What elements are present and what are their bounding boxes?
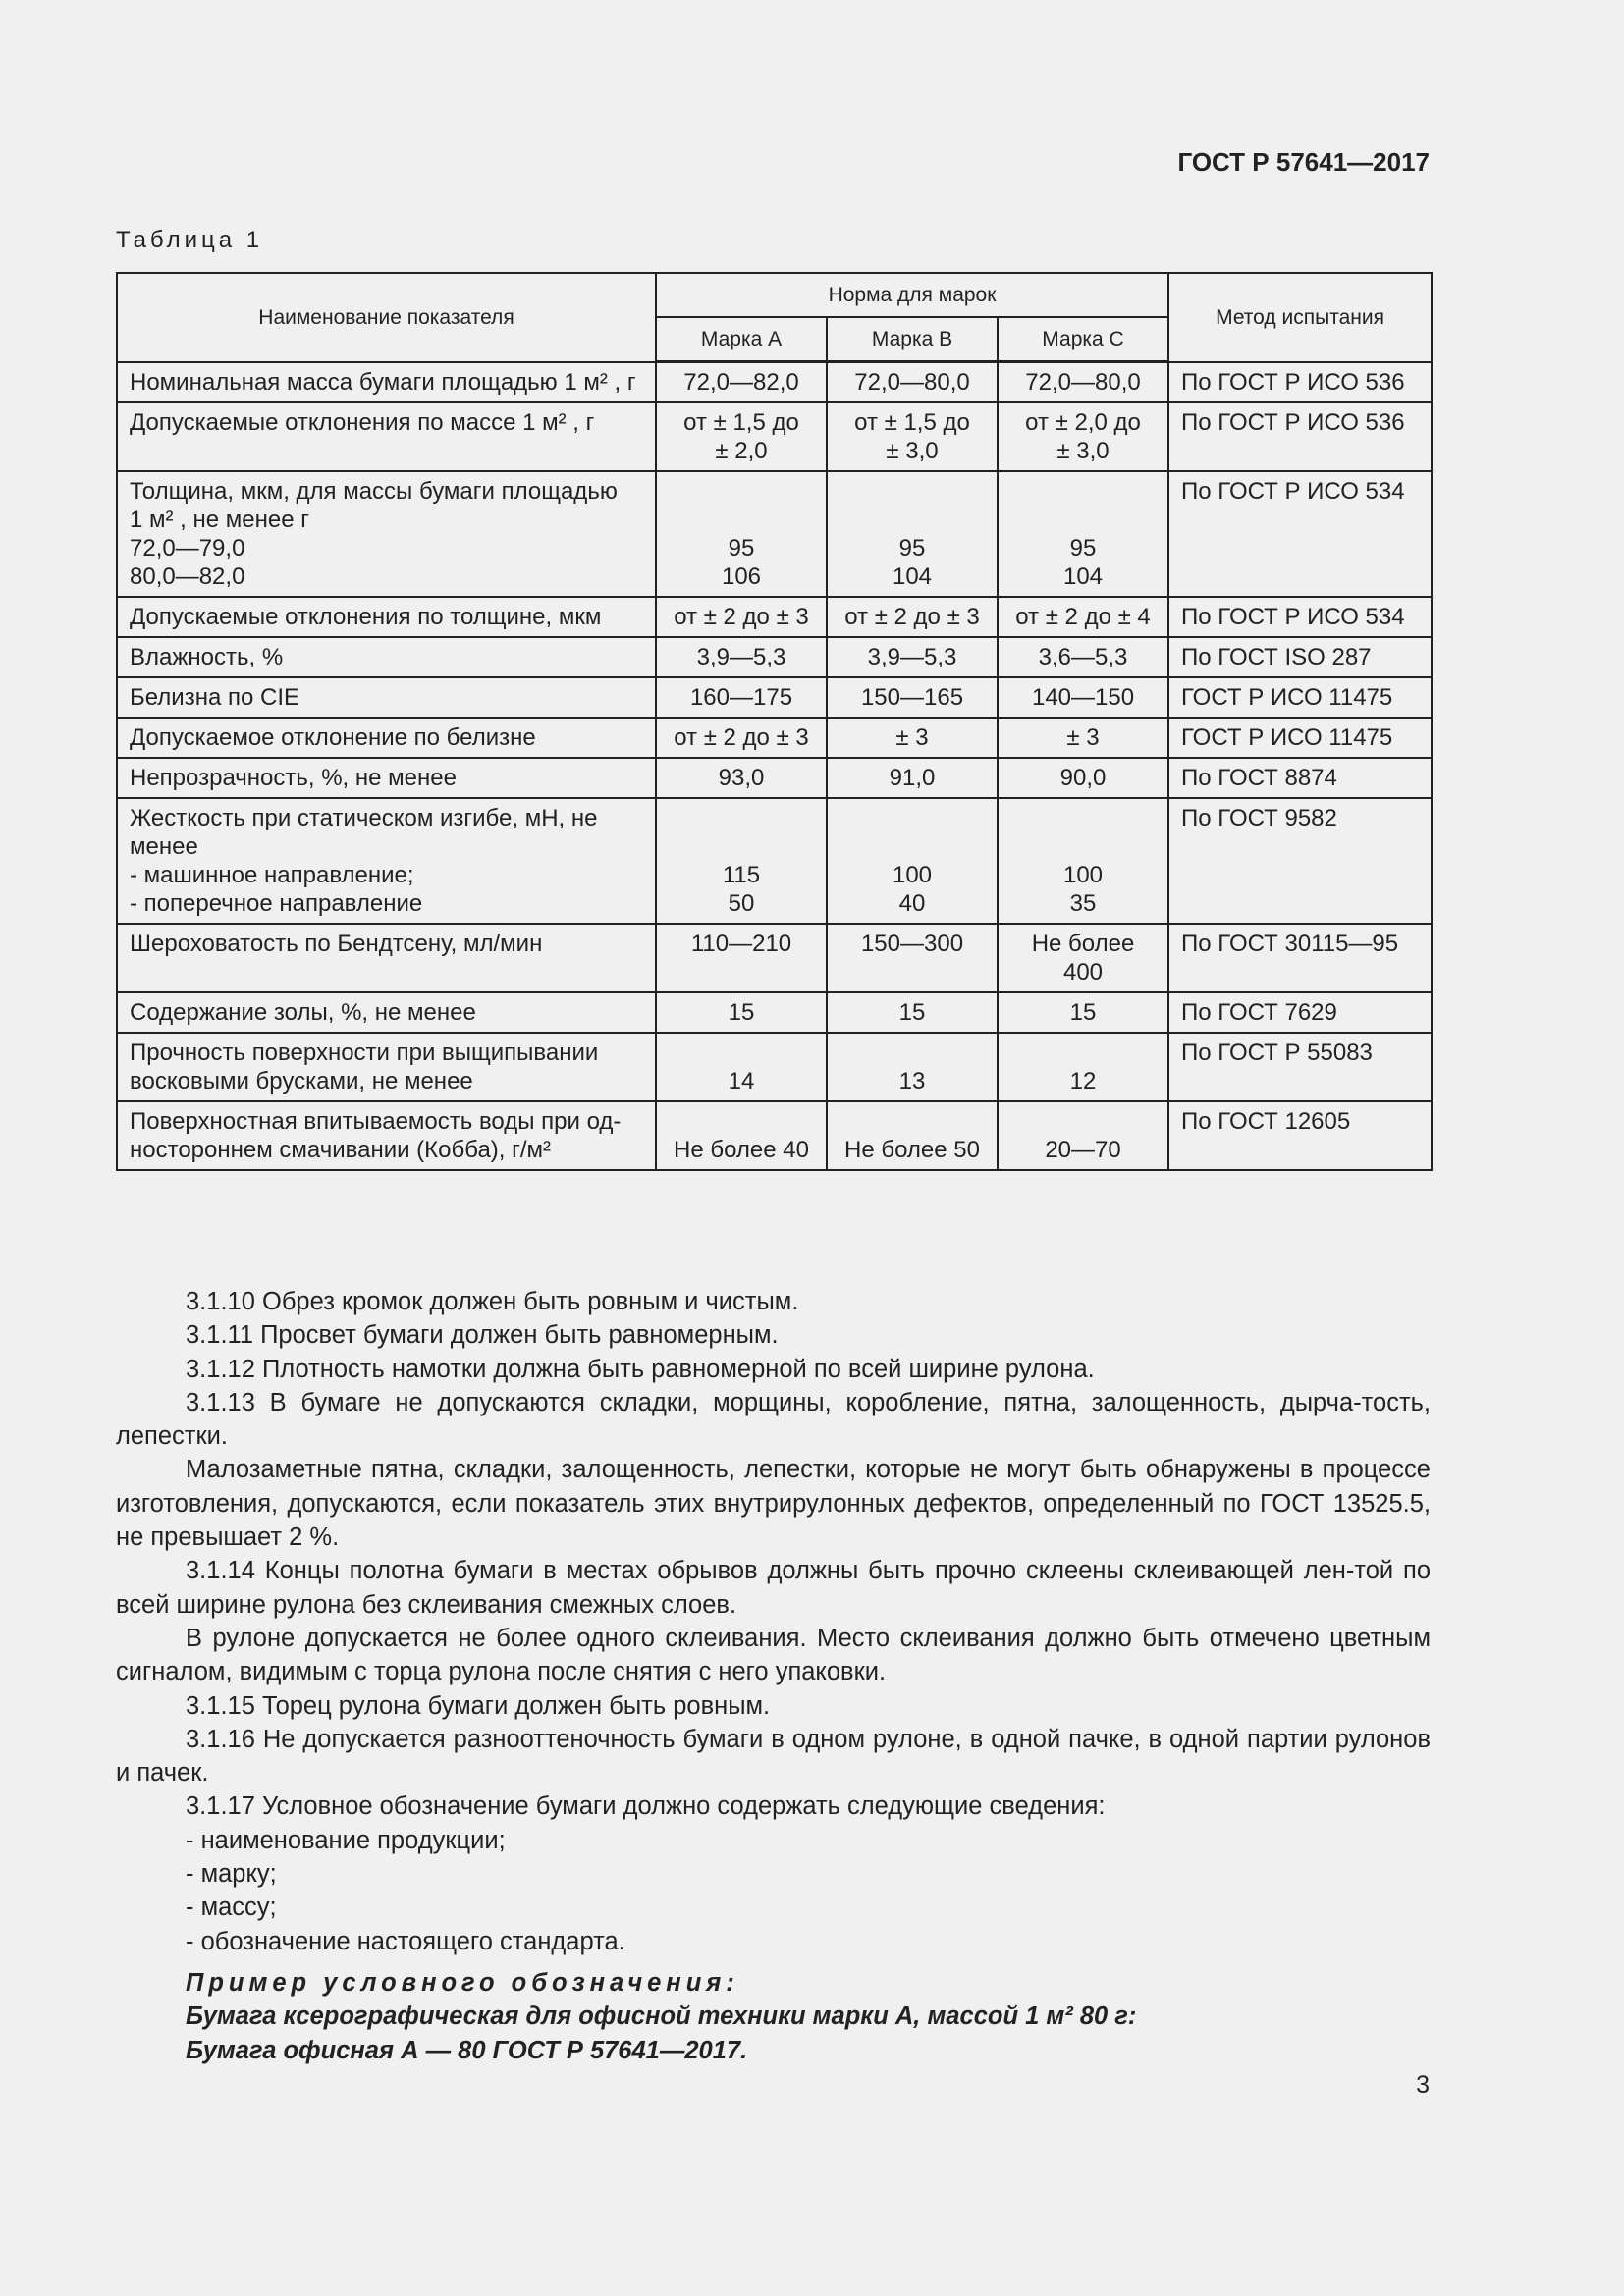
grade-a-value <box>656 597 827 637</box>
specification-table <box>116 272 1433 1171</box>
grade-c-value-line: от ± 2 до ± 4 <box>1015 604 1151 630</box>
table-row <box>117 718 1432 758</box>
test-method-cell: По ГОСТ ISO 287 <box>1168 637 1432 677</box>
grade-a-value <box>656 758 827 798</box>
grade-b-value-line: 13 <box>898 1068 926 1095</box>
table-row <box>117 758 1432 798</box>
paragraph-3-1-13: 3.1.13 В бумаге не допускаются складки, морщины, коробление, пятна, залощенность, дырча-тость, лепестки. <box>116 1388 1431 1451</box>
table-row <box>117 362 1432 403</box>
table-row <box>117 798 1432 924</box>
grade-a-value-line: 110—210 <box>690 931 792 957</box>
indicator-name-cell-line: Прочность поверхности при выщипывании <box>130 1040 599 1066</box>
grade-c-value <box>998 597 1168 637</box>
table-row <box>117 402 1432 471</box>
grade-b-value-line: 15 <box>898 999 926 1026</box>
grade-b-value <box>827 1101 998 1170</box>
paragraph-3-1-14: 3.1.14 Концы полотна бумаги в местах обрывов должны быть прочно склеены склеивающей лен-той по всей ширине рулона без склеивания смежных слоев. <box>116 1557 1431 1619</box>
indicator-name-cell-line: Допускаемые отклонения по массе 1 м² , г <box>130 409 595 436</box>
indicator-name-cell <box>117 718 656 758</box>
grade-a-value-line: 95 <box>728 535 755 561</box>
grade-b-value <box>827 798 998 924</box>
page-number: 3 <box>1416 2071 1430 2099</box>
grade-b-value <box>827 402 998 471</box>
paragraph-3-1-10: 3.1.10 Обрез кромок должен быть ровным и чистым. <box>186 1288 799 1315</box>
grade-b-value <box>827 992 998 1033</box>
table-row <box>117 992 1432 1033</box>
grade-a-value-line: от ± 1,5 до <box>683 409 799 436</box>
grade-a-value-line: 115 <box>722 862 761 888</box>
grade-a-value <box>656 992 827 1033</box>
grade-a-value <box>656 637 827 677</box>
indicator-name-cell-line: Допускаемое отклонение по белизне <box>130 724 536 751</box>
grade-b-value <box>827 718 998 758</box>
grade-a-value <box>656 362 827 403</box>
grade-c-value-line: 20—70 <box>1045 1137 1121 1163</box>
table-row <box>117 1101 1432 1170</box>
grade-a-value-line: 106 <box>721 563 762 590</box>
test-method-cell: По ГОСТ Р 55083 <box>1168 1033 1432 1101</box>
grade-c-value <box>998 798 1168 924</box>
grade-b-value-line: 104 <box>892 563 933 590</box>
grade-b-value-line: 150—165 <box>860 684 964 711</box>
indicator-name-cell-line: менее <box>130 833 198 860</box>
indicator-name-cell-line: 80,0—82,0 <box>130 563 245 590</box>
grade-a-value <box>656 677 827 718</box>
grade-b-value-line: 100 <box>892 862 933 888</box>
paragraph-3-1-13-note: Малозаметные пятна, складки, залощенность, лепестки, которые не могут быть обнаружены в процессе изготовления, допускаются, если показатель этих внутрирулонных дефектов, определенный по ГОСТ 13525.5, не превышает 2 %. <box>116 1456 1431 1552</box>
table-row <box>117 1033 1432 1101</box>
indicator-name-cell <box>117 924 656 992</box>
header-grade-b: Марка В <box>827 317 998 362</box>
paragraph-3-1-11: 3.1.11 Просвет бумаги должен быть равномерным. <box>186 1321 779 1350</box>
indicator-name-cell <box>117 1033 656 1101</box>
test-method-cell: По ГОСТ Р ИСО 536 <box>1168 402 1432 471</box>
grade-b-value-line: от ± 1,5 до <box>854 409 970 436</box>
indicator-name-cell-line: Номинальная масса бумаги площадью 1 м² , г <box>130 368 636 396</box>
grade-c-value-line: 400 <box>1062 959 1104 986</box>
indicator-name-cell-line: восковыми брусками, не менее <box>130 1068 473 1095</box>
grade-b-value <box>827 637 998 677</box>
indicator-name-cell <box>117 362 656 403</box>
grade-b-value <box>827 677 998 718</box>
grade-c-value <box>998 471 1168 597</box>
grade-a-value <box>656 402 827 471</box>
test-method-cell: По ГОСТ 9582 <box>1168 798 1432 924</box>
paragraph-3-1-12: 3.1.12 Плотность намотки должна быть равномерной по всей ширине рулона. <box>186 1355 1095 1383</box>
list-item: - обозначение настоящего стандарта. <box>186 1927 625 1955</box>
grade-c-value <box>998 718 1168 758</box>
grade-a-value-line: 160—175 <box>689 684 793 711</box>
grade-c-value <box>998 924 1168 992</box>
grade-a-value <box>656 1033 827 1101</box>
test-method-cell: По ГОСТ 30115—95 <box>1168 924 1432 992</box>
example-heading: Пример условного обозначения: <box>186 1968 739 1997</box>
indicator-name-cell <box>117 597 656 637</box>
grade-b-value-line: 40 <box>898 890 926 917</box>
example-line-2: Бумага офисная А — 80 ГОСТ Р 57641—2017. <box>186 2036 748 2064</box>
grade-c-value <box>998 1101 1168 1170</box>
indicator-name-cell-line: - машинное направление; <box>130 862 414 888</box>
grade-a-value <box>656 471 827 597</box>
paragraph-3-1-14-note: В рулоне допускается не более одного склеивания. Место склеивания должно быть отмечено цветным сигналом, видимым с торца рулона после снятия с него упаковки. <box>116 1624 1431 1686</box>
indicator-name-cell <box>117 677 656 718</box>
grade-a-value-line: 14 <box>728 1068 755 1095</box>
grade-c-value-line: Не более <box>1031 931 1135 957</box>
indicator-name-cell-line: Влажность, % <box>130 644 284 670</box>
indicator-name-cell-line: Белизна по CIE <box>130 684 300 711</box>
grade-c-value <box>998 677 1168 718</box>
grade-b-value-line: 95 <box>898 535 926 561</box>
table-row <box>117 637 1432 677</box>
grade-a-value-line: от ± 2 до ± 3 <box>674 724 809 751</box>
header-grade-c: Марка С <box>998 317 1168 362</box>
body-text <box>116 1285 1431 2067</box>
grade-b-value-line: ± 3 <box>895 724 929 751</box>
grade-c-value <box>998 637 1168 677</box>
grade-c-value-line: ± 3 <box>1066 724 1100 751</box>
grade-a-value-line: 3,9—5,3 <box>696 644 786 670</box>
grade-a-value <box>656 718 827 758</box>
test-method-cell: ГОСТ Р ИСО 11475 <box>1168 677 1432 718</box>
grade-a-value <box>656 798 827 924</box>
table-row <box>117 924 1432 992</box>
indicator-name-cell-line: - поперечное направление <box>130 890 423 917</box>
grade-c-value <box>998 758 1168 798</box>
grade-c-value-line: 104 <box>1062 563 1104 590</box>
grade-b-value-line: 150—300 <box>860 931 964 957</box>
grade-b-value <box>827 758 998 798</box>
grade-a-value <box>656 1101 827 1170</box>
grade-a-value-line: ± 2,0 <box>715 438 768 464</box>
indicator-name-cell <box>117 992 656 1033</box>
indicator-name-cell-line: Содержание золы, %, не менее <box>130 999 476 1026</box>
indicator-name-cell-line: Шероховатость по Бендтсену, мл/мин <box>130 931 543 957</box>
grade-c-value-line: 15 <box>1069 999 1097 1026</box>
indicator-name-cell-line: Толщина, мкм, для массы бумаги площадью <box>130 478 618 505</box>
grade-c-value-line: 100 <box>1062 862 1104 888</box>
test-method-cell: По ГОСТ 7629 <box>1168 992 1432 1033</box>
grade-b-value <box>827 362 998 403</box>
test-method-cell: По ГОСТ Р ИСО 534 <box>1168 471 1432 597</box>
table-row <box>117 597 1432 637</box>
grade-c-value-line: 3,6—5,3 <box>1038 644 1128 670</box>
grade-a-value-line: Не более 40 <box>674 1137 809 1163</box>
grade-b-value-line: от ± 2 до ± 3 <box>844 604 980 630</box>
test-method-cell: По ГОСТ 8874 <box>1168 758 1432 798</box>
table-caption: Таблица 1 <box>116 227 264 253</box>
test-method-cell: ГОСТ Р ИСО 11475 <box>1168 718 1432 758</box>
test-method-cell: По ГОСТ 12605 <box>1168 1101 1432 1170</box>
grade-c-value-line: 35 <box>1069 890 1097 917</box>
grade-b-value <box>827 471 998 597</box>
grade-a-value-line: от ± 2 до ± 3 <box>674 604 809 630</box>
list-item: - марку; <box>186 1860 277 1889</box>
grade-b-value-line: Не более 50 <box>844 1137 980 1163</box>
indicator-name-cell-line: 72,0—79,0 <box>130 535 245 561</box>
indicator-name-cell <box>117 471 656 597</box>
table-row <box>117 471 1432 597</box>
grade-c-value-line: 12 <box>1069 1068 1097 1095</box>
designation-example <box>116 1966 1431 2067</box>
grade-a-value-line: 72,0—82,0 <box>683 369 799 396</box>
indicator-name-cell <box>117 402 656 471</box>
list-item: - массу; <box>186 1894 277 1922</box>
grade-a-value <box>656 924 827 992</box>
indicator-name-cell <box>117 637 656 677</box>
grade-c-value <box>998 362 1168 403</box>
grade-c-value <box>998 992 1168 1033</box>
header-indicator-name: Наименование показателя <box>117 273 656 362</box>
indicator-name-cell-line: Жесткость при статическом изгибе, мН, не <box>130 805 598 831</box>
example-line-1: Бумага ксерографическая для офисной техники марки А, массой 1 м² 80 г: <box>186 2002 1137 2031</box>
grade-c-value <box>998 1033 1168 1101</box>
grade-a-value-line: 50 <box>728 890 755 917</box>
grade-a-value-line: 93,0 <box>718 765 765 791</box>
grade-b-value-line: 72,0—80,0 <box>854 369 970 396</box>
paragraph-3-1-16: 3.1.16 Не допускается разнооттеночность бумаги в одном рулоне, в одной пачке, в одной партии рулонов и пачек. <box>116 1725 1431 1788</box>
grade-b-value <box>827 597 998 637</box>
indicator-name-cell-line: Поверхностная впитываемость воды при од- <box>130 1108 622 1135</box>
indicator-name-cell <box>117 758 656 798</box>
indicator-name-cell <box>117 798 656 924</box>
indicator-name-cell-line: Допускаемые отклонения по толщине, мкм <box>130 604 602 630</box>
grade-b-value <box>827 1033 998 1101</box>
paragraph-3-1-15: 3.1.15 Торец рулона бумаги должен быть ровным. <box>186 1691 771 1720</box>
header-grade-norm: Норма для марок <box>656 273 1168 317</box>
grade-b-value-line: ± 3,0 <box>886 438 939 464</box>
grade-c-value-line: 72,0—80,0 <box>1025 369 1141 396</box>
grade-a-value-line: 15 <box>728 999 755 1026</box>
indicator-name-cell <box>117 1101 656 1170</box>
grade-b-value-line: 3,9—5,3 <box>867 644 957 670</box>
grade-c-value <box>998 402 1168 471</box>
list-item: - наименование продукции; <box>186 1826 506 1854</box>
grade-c-value-line: 90,0 <box>1059 765 1107 791</box>
indicator-name-cell-line: 1 м² , не менее г <box>130 507 309 533</box>
grade-b-value-line: 91,0 <box>889 765 936 791</box>
document-id-header: ГОСТ Р 57641—2017 <box>1177 147 1430 177</box>
paragraph-3-1-17: 3.1.17 Условное обозначение бумаги должно содержать следующие сведения: <box>186 1792 1106 1821</box>
table-row <box>117 677 1432 718</box>
grade-c-value-line: ± 3,0 <box>1056 438 1110 464</box>
header-test-method: Метод испытания <box>1168 273 1432 362</box>
grade-c-value-line: от ± 2,0 до <box>1025 409 1141 436</box>
test-method-cell: По ГОСТ Р ИСО 536 <box>1168 362 1432 403</box>
indicator-name-cell-line: ностороннем смачивании (Кобба), г/м² <box>130 1137 552 1163</box>
grade-b-value <box>827 924 998 992</box>
grade-c-value-line: 95 <box>1069 535 1097 561</box>
grade-c-value-line: 140—150 <box>1031 684 1135 711</box>
header-grade-a: Марка А <box>656 317 827 362</box>
indicator-name-cell-line: Непрозрачность, %, не менее <box>130 765 457 791</box>
test-method-cell: По ГОСТ Р ИСО 534 <box>1168 597 1432 637</box>
